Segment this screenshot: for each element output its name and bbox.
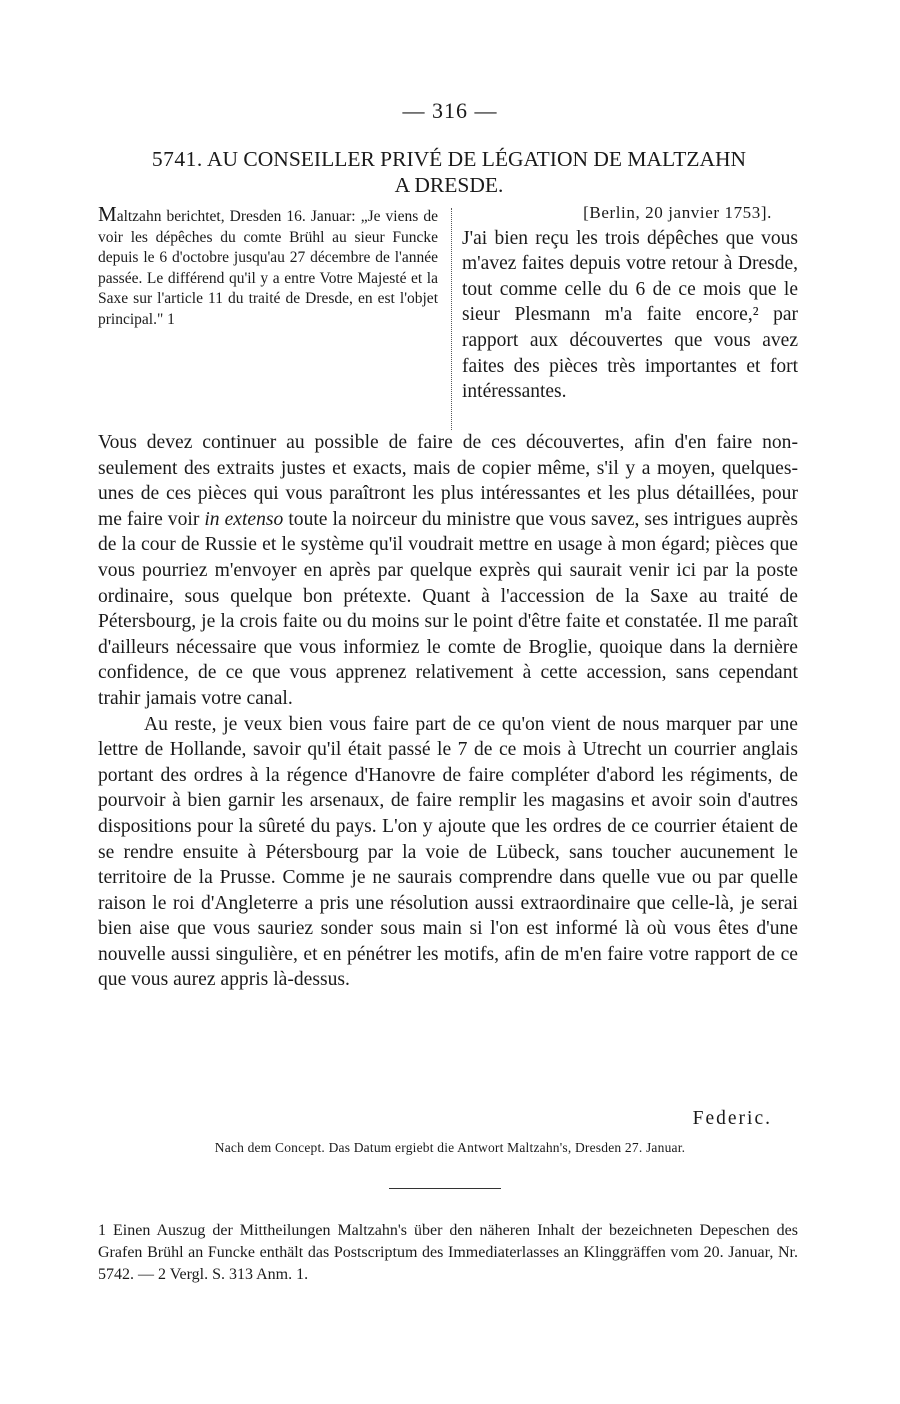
source-note: Nach dem Concept. Das Datum ergiebt die Antwort Maltzahn's, Dresden 27. Januar. (214, 1140, 686, 1155)
footnotes (98, 1220, 798, 1286)
summary-column (98, 204, 438, 331)
column-divider (451, 208, 452, 430)
summary-text: altzahn berichtet, Dresden 16. Januar: „Je viens de voir les dépêches du comte Brühl au sieur Funcke depuis le 6 d'octobre jusqu'au 27 décembre de l'année passée. Le différend qu'il y a entre Votre Majesté et la Saxe sur l'article 11 du traité de Dresde, en est l'objet principal." 1 (98, 208, 438, 328)
letter-opening-text (462, 226, 798, 405)
page-number: — 316 — (402, 98, 498, 123)
letter-title-line2: A DRESDE. (394, 173, 504, 197)
body-paragraph-1 (98, 430, 798, 712)
summary-initial: M (98, 202, 117, 226)
letter-title: AU CONSEILLER PRIVÉ DE LÉGATION DE MALTZAHN (207, 147, 747, 171)
letter-body (98, 430, 798, 993)
paragraph-1-text-b: toute la noirceur du ministre que vous savez, ses intrigues auprès de la cour de Russie et le système qu'il voudrait mettre en usage à mon égard; pièces que vous pourriez m'envoyer en après par quelque exprès qui saurait venir ici par la poste ordinaire, sous quelque bon prétexte. Quant à l'accession de la Saxe au traité de Pétersbourg, je la crois faite ou du moins sur le point d'être faite et constatée. Il me paraît d'ailleurs nécessaire que vous informiez le comte de Broglie, quoique dans la dernière confidence, de ce que vous apprenez relativement à cette accession, sans cependant trahir jamais votre canal. (98, 508, 798, 709)
letter-heading (98, 146, 800, 198)
letter-date: [Berlin, 20 janvier 1753]. (583, 203, 772, 222)
footnote-divider (389, 1188, 501, 1189)
footnote-text: 1 Einen Auszug der Mittheilungen Maltzahn's über den näheren Inhalt der bezeichneten Depeschen des Grafen Brühl an Funcke enthält das Postscriptum des Immediaterlasses an Klinggräffen vom 20. Januar, Nr. 5742. — 2 Vergl. S. 313 Anm. 1. (98, 1222, 798, 1283)
paragraph-1-text-a: Vous devez continuer au possible de faire de ces découvertes, afin d'en faire non-seulement des extraits justes et exacts, mais de copier même, s'il y a moyen, quelques-unes de ces pièces qui vous paraîtront les plus intéressantes et les plus détaillées, pour me faire voir (98, 432, 798, 530)
italic-phrase: in extenso (204, 508, 284, 530)
letter-opening-column (462, 200, 798, 405)
opening-text: J'ai bien reçu les trois dépêches que vous m'avez faites depuis votre retour à Dresde, tout comme celle du 6 de ce mois que le sieur Plesmann m'a faite encore,² par rapport aux découvertes que vous avez faites des pièces très importantes et fort intéressantes. (462, 227, 798, 403)
body-paragraph-2: Au reste, je veux bien vous faire part de ce qu'on vient de nous marquer par une lettre de Hollande, savoir qu'il était passé le 7 de ce mois à Utrecht un courrier anglais portant des ordres à la régence d'Hanovre de faire compléter d'abord les régiments, de pourvoir à bien garnir les arsenaux, de faire remplir les magasins et avoir soin d'autres dispositions pour la sûreté du pays. L'on y ajoute que les ordres de ce courrier étaient de se rendre ensuite à Pétersbourg par la voie de Lübeck, sans toucher aucunement le territoire de la Prusse. Comme je ne saurais comprendre dans quelle vue ou par quelle raison le roi d'Angleterre a pris une résolution aussi extraordinaire que celle-là, je serai bien aise que vous sauriez sonder sous main si l'on est informé là où vous êtes d'une nouvelle aussi singulière, et en pénétrer les motifs, afin de m'en faire votre rapport de ce que vous aurez appris là-dessus. (98, 713, 798, 991)
letter-number: 5741. (151, 147, 203, 171)
signature: Federic. (692, 1108, 772, 1129)
